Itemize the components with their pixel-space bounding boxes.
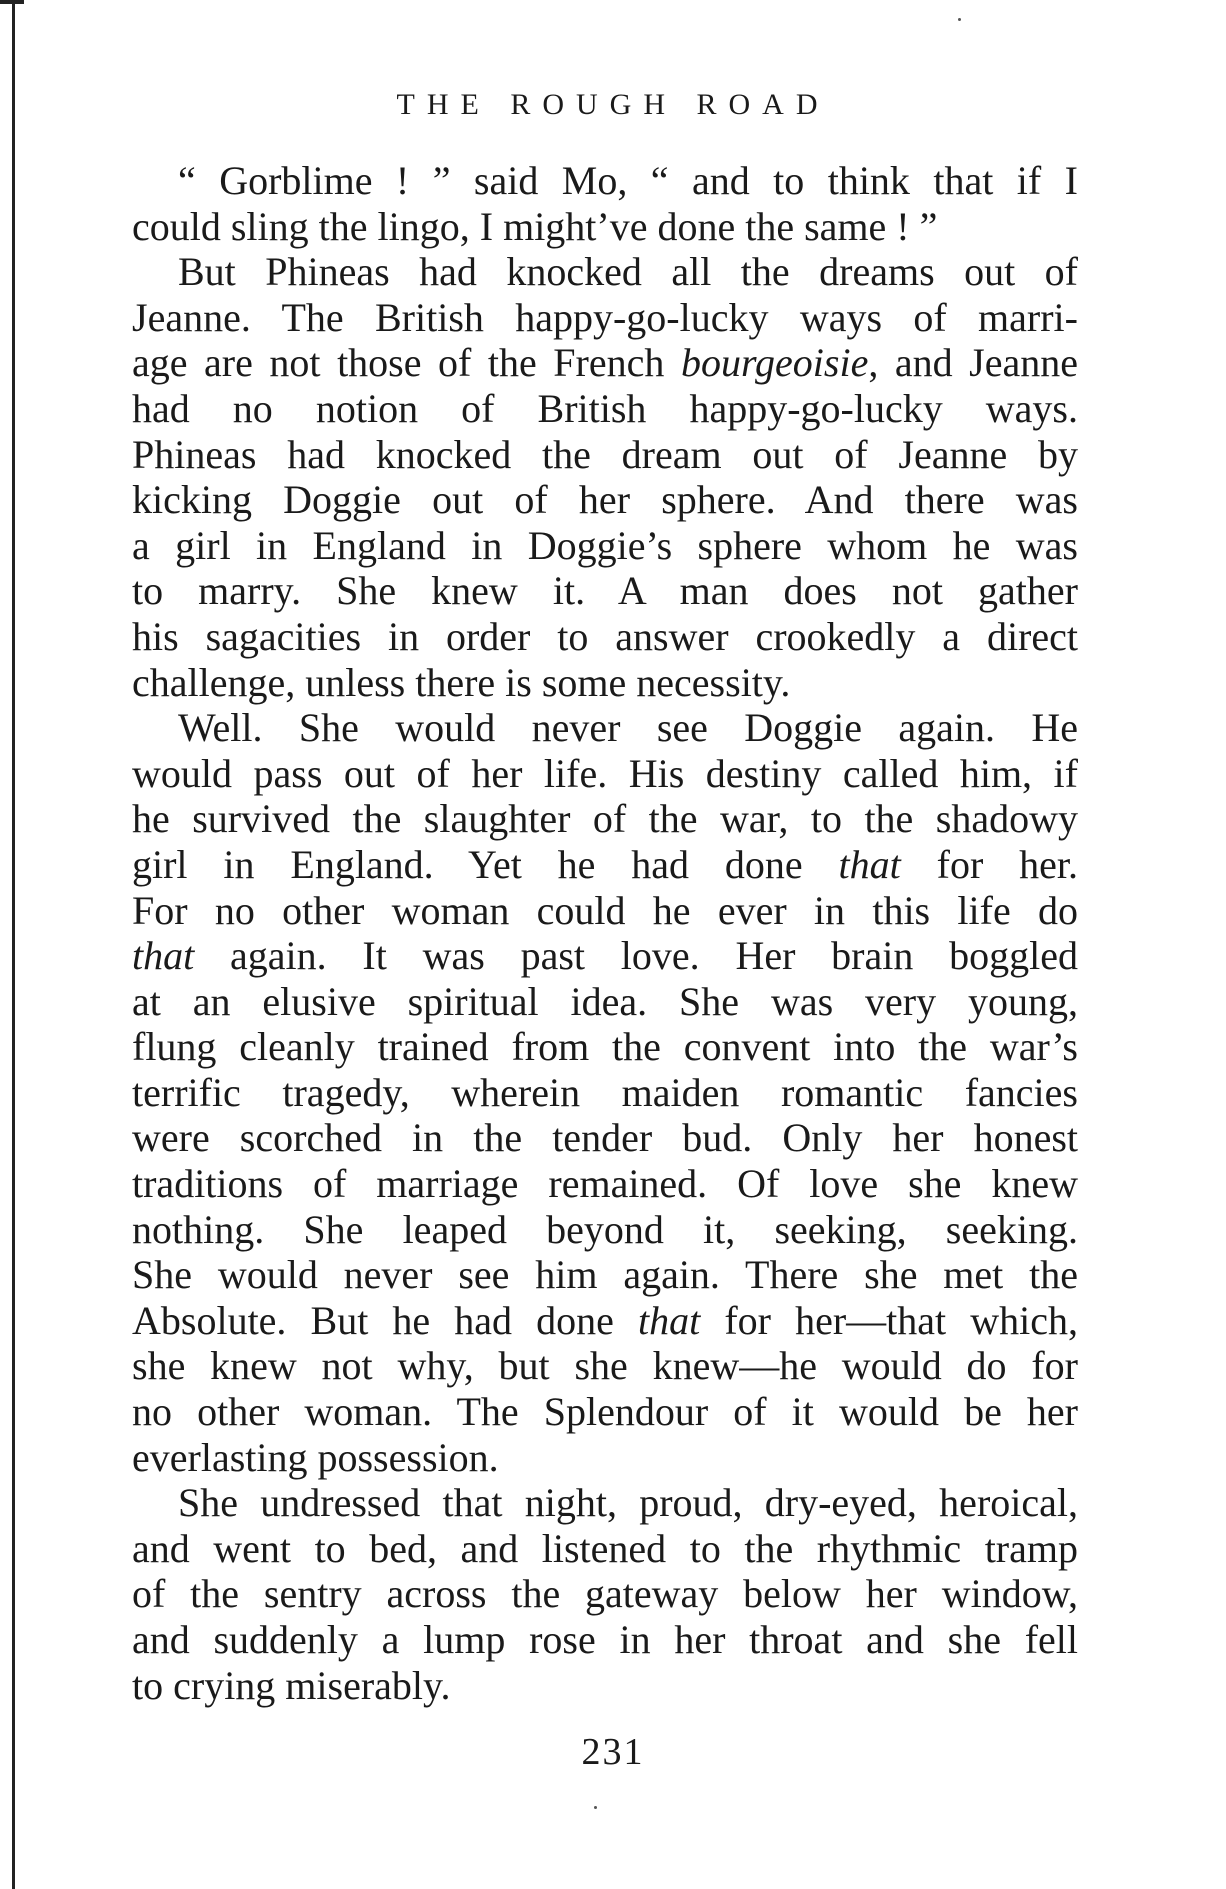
- text-line: his sagacities in order to answer crookedly a direct: [132, 613, 1078, 659]
- text-line: and suddenly a lump rose in her throat and she fell: [132, 1617, 1078, 1662]
- text-line: traditions of marriage remained. Of love she knew: [132, 1161, 1078, 1207]
- text-line: could sling the lingo, I might’ve done the same ! ”: [132, 203, 938, 249]
- text-line: “ Gorblime ! ” said Mo, “ and to think that if I: [178, 158, 1078, 203]
- text-line: kicking Doggie out of her sphere. And there was: [132, 477, 1078, 523]
- text-line: flung cleanly trained from the convent into the war’s: [132, 1024, 1078, 1070]
- text-line: a girl in England in Doggie’s sphere whom he was: [132, 522, 1078, 568]
- text-line: Phineas had knocked the dream out of Jeanne by: [132, 431, 1078, 477]
- text-line: challenge, unless there is some necessity.: [132, 659, 791, 705]
- text-line: were scorched in the tender bud. Only her honest: [132, 1115, 1078, 1161]
- running-head: THE ROUGH ROAD: [396, 88, 830, 121]
- spine-cap: [0, 0, 24, 4]
- book-spine-edge: [0, 0, 26, 1889]
- page-number: 231: [581, 1731, 645, 1773]
- text-line: of the sentry across the gateway below her window,: [132, 1571, 1078, 1617]
- text-line: no other woman. The Splendour of it would be her: [132, 1389, 1078, 1435]
- text-line: to crying miserably.: [132, 1662, 451, 1708]
- text-line: Well. She would never see Doggie again. He: [178, 705, 1078, 751]
- text-line: had no notion of British happy-go-lucky ways.: [132, 385, 1078, 431]
- text-line: Jeanne. The British happy-go-lucky ways of marri-: [132, 294, 1078, 340]
- text-line: to marry. She knew it. A man does not gather: [132, 568, 1078, 614]
- text-line: nothing. She leaped beyond it, seeking, seeking.: [132, 1206, 1078, 1252]
- text-line: she knew not why, but she knew—he would do for: [132, 1343, 1078, 1389]
- text-line: and went to bed, and listened to the rhythmic tramp: [132, 1525, 1078, 1571]
- page-body: [132, 158, 1078, 1708]
- text-line: terrific tragedy, wherein maiden romantic fancies: [132, 1069, 1078, 1115]
- text-line: But Phineas had knocked all the dreams out of: [178, 249, 1078, 295]
- text-line: Absolute. But he had done that for her—that which,: [132, 1297, 1078, 1343]
- text-line: he survived the slaughter of the war, to the shadowy: [132, 796, 1078, 842]
- text-line: at an elusive spiritual idea. She was very young,: [132, 978, 1078, 1024]
- text-line: She undressed that night, proud, dry-eyed, heroical,: [178, 1480, 1078, 1526]
- text-line: age are not those of the French bourgeoisie, and Jeanne: [132, 340, 1078, 386]
- text-line: girl in England. Yet he had done that for her.: [132, 841, 1078, 887]
- text-line: that again. It was past love. Her brain boggled: [132, 933, 1078, 979]
- paper-speck: [958, 18, 961, 21]
- text-line: everlasting possession.: [132, 1434, 499, 1480]
- paper-speck: [594, 1806, 597, 1809]
- text-line: would pass out of her life. His destiny called him, if: [132, 750, 1078, 796]
- text-line: For no other woman could he ever in this life do: [132, 887, 1078, 933]
- spine-rule: [12, 0, 15, 1889]
- text-line: She would never see him again. There she met the: [132, 1252, 1078, 1298]
